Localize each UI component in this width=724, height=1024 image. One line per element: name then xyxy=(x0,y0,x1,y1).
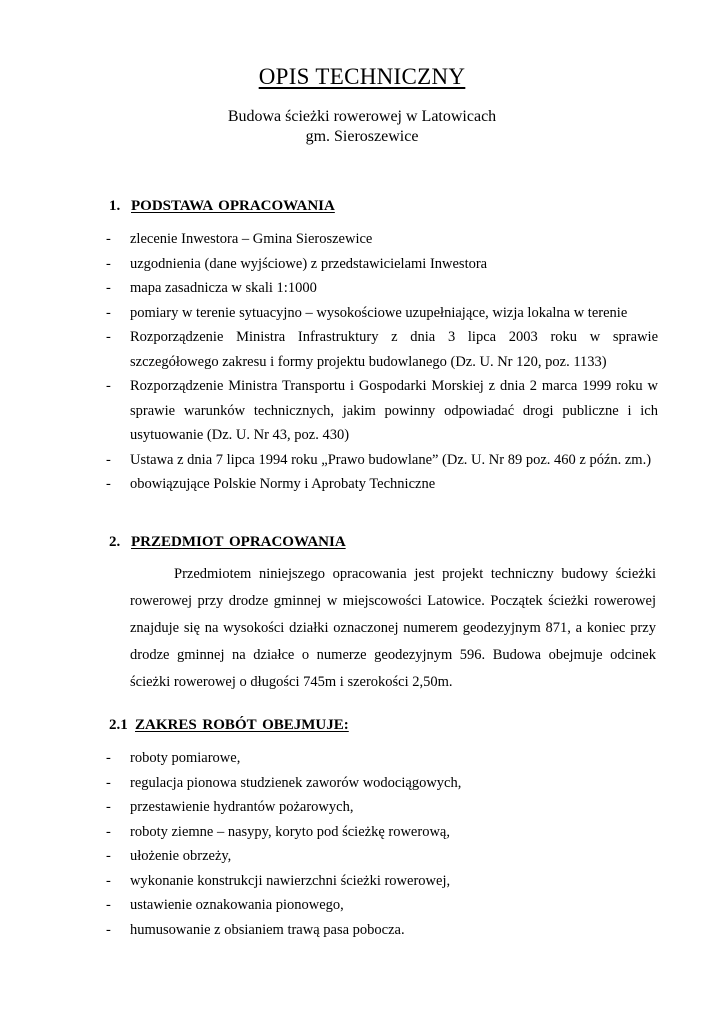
list-item-text: pomiary w terenie sytuacyjno – wysokościowe uzupełniające, wizja lokalna w terenie xyxy=(130,304,628,321)
bullet-dash: - xyxy=(106,231,111,247)
bullet-dash: - xyxy=(106,378,111,394)
bullet-dash: - xyxy=(106,476,111,492)
list-item xyxy=(106,820,658,845)
section-1-number: 1. xyxy=(109,198,121,214)
section-2-heading xyxy=(109,534,346,551)
list-item xyxy=(106,301,658,326)
section-1-heading xyxy=(109,198,335,215)
bullet-dash: - xyxy=(106,280,111,296)
list-item-text: ułożenie obrzeży, xyxy=(130,848,232,864)
list-item xyxy=(106,472,658,497)
list-item xyxy=(106,918,658,943)
list-item-text: uzgodnienia (dane wyjściowe) z przedstawicielami Inwestora xyxy=(130,255,488,272)
list-item-text: zlecenie Inwestora – Gmina Sieroszewice xyxy=(130,231,373,247)
bullet-dash: - xyxy=(106,774,111,791)
list-item xyxy=(106,893,658,918)
bullet-dash: - xyxy=(106,872,111,889)
section-2-1-list xyxy=(106,746,658,942)
list-item xyxy=(106,325,658,374)
section-2-1-title: ZAKRES ROBÓT OBEJMUJE: xyxy=(135,717,349,733)
list-item xyxy=(106,227,658,252)
document-subtitle-line2: gm. Sieroszewice xyxy=(305,128,419,145)
bullet-dash: - xyxy=(106,823,111,840)
bullet-dash: - xyxy=(106,304,111,321)
section-1-title: PODSTAWA OPRACOWANIA xyxy=(131,198,335,214)
section-2-number: 2. xyxy=(109,534,121,550)
list-item xyxy=(106,771,658,796)
section-1-list xyxy=(106,227,658,497)
bullet-dash: - xyxy=(106,848,111,864)
section-2-title: PRZEDMIOT OPRACOWANIA xyxy=(131,534,346,550)
list-item-text: roboty pomiarowe, xyxy=(130,750,241,766)
bullet-dash: - xyxy=(106,255,111,272)
section-2-1-number: 2.1 xyxy=(109,717,128,733)
bullet-dash: - xyxy=(106,897,111,913)
list-item xyxy=(106,252,658,277)
section-2-paragraph: Przedmiotem niniejszego opracowania jest projekt techniczny budowy ścieżki rowerowej przy drodze gminnej w miejscowości Latowice. Początek ścieżki rowerowej znajduje się na wysokości działki oznaczonej numerem geodezyjnym 871, a koniec przy drodze gminnej na działce o numerze geodezyjnym 596. Budowa obejmuje odcinek ścieżki rowerowej o długości 745m i szerokości 2,50m. xyxy=(130,566,656,690)
list-item-text: Rozporządzenie Ministra Transportu i Gospodarki Morskiej z dnia 2 marca 1999 roku w sprawie warunków technicznych, jakim powinny odpowiadać drogi publiczne i ich usytuowanie (Dz. U. Nr 43, poz. 430) xyxy=(130,378,658,443)
list-item-text: Rozporządzenie Ministra Infrastruktury z dnia 3 lipca 2003 roku w sprawie szczegółowego zakresu i formy projektu budowlanego (Dz. U. Nr 120, poz. 1133) xyxy=(130,329,658,370)
bullet-dash: - xyxy=(106,451,111,468)
document-title: OPIS TECHNICZNY xyxy=(258,64,466,89)
document-subtitle-line1: Budowa ścieżki rowerowej w Latowicach xyxy=(227,108,497,125)
bullet-dash: - xyxy=(106,329,111,345)
list-item-text: Ustawa z dnia 7 lipca 1994 roku „Prawo budowlane” (Dz. U. Nr 89 poz. 460 z późn. zm.) xyxy=(130,451,652,468)
list-item xyxy=(106,374,658,448)
list-item xyxy=(106,844,658,869)
list-item-text: wykonanie konstrukcji nawierzchni ścieżki rowerowej, xyxy=(130,872,451,889)
bullet-dash: - xyxy=(106,750,111,766)
list-item-text: obowiązujące Polskie Normy i Aprobaty Techniczne xyxy=(130,476,436,492)
list-item-text: humusowanie z obsianiem trawą pasa pobocza. xyxy=(130,921,405,938)
list-item-text: mapa zasadnicza w skali 1:1000 xyxy=(130,280,317,296)
list-item xyxy=(106,746,658,771)
list-item-text: ustawienie oznakowania pionowego, xyxy=(130,897,344,913)
bullet-dash: - xyxy=(106,921,111,938)
list-item xyxy=(106,276,658,301)
bullet-dash: - xyxy=(106,799,111,815)
list-item-text: przestawienie hydrantów pożarowych, xyxy=(130,799,354,815)
list-item xyxy=(106,448,658,473)
list-item-text: roboty ziemne – nasypy, koryto pod ścieżkę rowerową, xyxy=(130,823,450,840)
section-2-1-heading xyxy=(109,717,349,734)
list-item xyxy=(106,795,658,820)
list-item xyxy=(106,869,658,894)
list-item-text: regulacja pionowa studzienek zaworów wodociągowych, xyxy=(130,774,462,791)
